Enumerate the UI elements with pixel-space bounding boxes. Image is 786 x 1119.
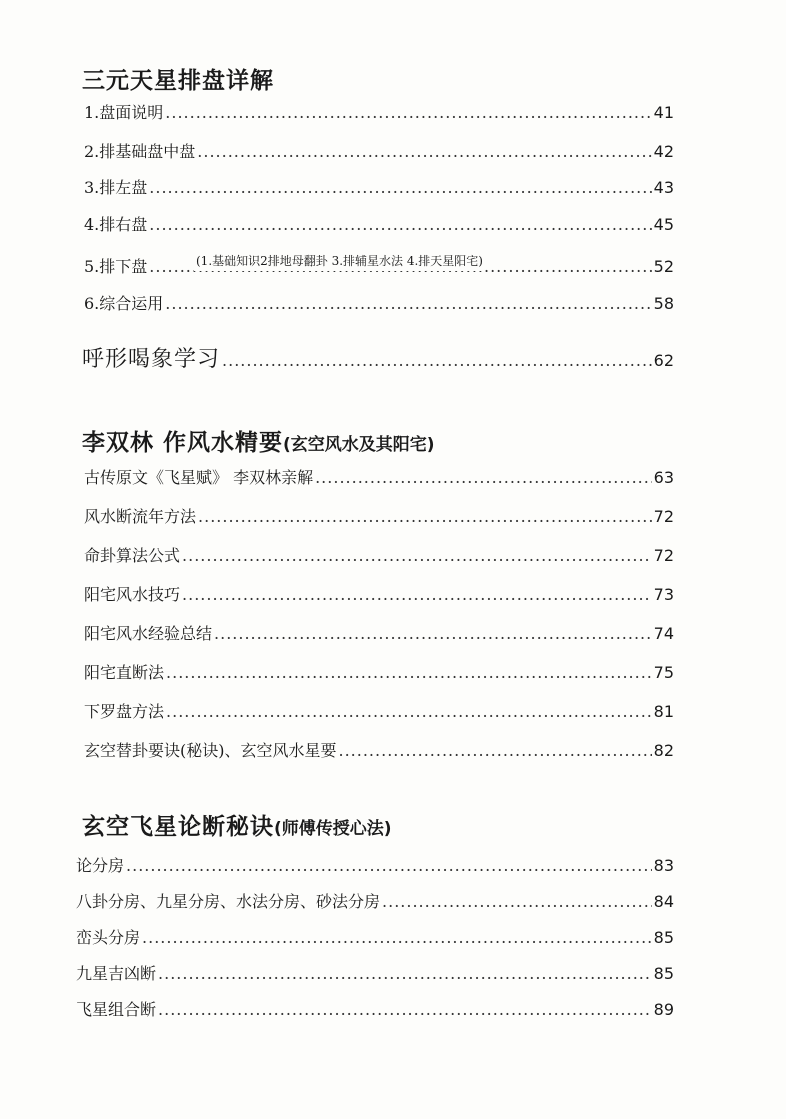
toc-entry[interactable] <box>84 702 674 722</box>
toc-entry-label: 九星吉凶断 <box>76 964 157 983</box>
dot-leader <box>166 663 652 683</box>
toc-entry-label: 6.综合运用 <box>84 294 164 313</box>
toc-page-number: 85 <box>653 964 674 983</box>
toc-entry[interactable] <box>84 103 674 123</box>
toc-entry[interactable] <box>76 892 674 912</box>
toc-page-number: 72 <box>653 507 674 526</box>
toc-page-number: 63 <box>653 468 674 487</box>
section-subheading: (师傅传授心法) <box>274 819 392 839</box>
toc-entry-label: 阳宅风水技巧 <box>84 585 181 604</box>
dot-leader <box>166 702 652 722</box>
toc-entry[interactable] <box>76 928 674 948</box>
dot-leader <box>165 294 651 314</box>
dot-leader <box>165 103 651 123</box>
toc-page-number: 72 <box>653 546 674 565</box>
dot-leader <box>182 585 652 605</box>
toc-entry[interactable] <box>84 585 674 605</box>
toc-page-number: 52 <box>653 257 674 276</box>
section-heading <box>82 62 274 95</box>
toc-page-number: 75 <box>653 663 674 682</box>
toc-entry[interactable] <box>84 142 674 162</box>
toc-entry-label: 古传原文《飞星赋》 李双林亲解 <box>84 468 314 487</box>
toc-page-number: 42 <box>653 142 674 161</box>
dot-leader <box>339 741 652 761</box>
toc-page-number: 62 <box>653 351 674 370</box>
dot-leader <box>149 215 651 235</box>
dot-leader <box>222 351 652 371</box>
section-heading <box>82 808 392 841</box>
dot-leader <box>197 142 651 162</box>
toc-page-number: 73 <box>653 585 674 604</box>
toc-entry-label: 阳宅风水经验总结 <box>84 624 213 643</box>
toc-page-number: 84 <box>653 892 674 911</box>
section-heading-text: 李双林 作风水精要 <box>82 430 284 456</box>
dot-leader <box>214 624 652 644</box>
toc-page-number: 89 <box>653 1000 674 1019</box>
toc-page-number: 82 <box>653 741 674 760</box>
toc-entry[interactable] <box>84 178 674 198</box>
toc-page-number: 81 <box>653 702 674 721</box>
toc-entry[interactable] <box>84 215 674 235</box>
toc-entry[interactable] <box>84 294 674 314</box>
toc-entry-label: 命卦算法公式 <box>84 546 181 565</box>
section-subheading: (玄空风水及其阳宅) <box>283 435 435 455</box>
toc-entry-label: 5.排下盘 <box>84 257 148 276</box>
toc-entry-label: 八卦分房、九星分房、水法分房、砂法分房 <box>76 892 381 911</box>
toc-entry-label: 1.盘面说明 <box>84 103 164 122</box>
toc-page-number: 41 <box>653 103 674 122</box>
dot-leader <box>126 856 652 876</box>
toc-entry-label: 4.排右盘 <box>84 215 148 234</box>
toc-entry[interactable] <box>84 663 674 683</box>
toc-entry-label: 风水断流年方法 <box>84 507 197 526</box>
section-heading-text: 三元天星排盘详解 <box>82 68 274 94</box>
toc-entry[interactable] <box>76 964 674 984</box>
toc-entry-label: 飞星组合断 <box>76 1000 157 1019</box>
toc-entry-note: (1.基础知识2排地母翻卦 3.排辅星水法 4.排天星阳宅) <box>194 251 485 271</box>
toc-entry-label: 下罗盘方法 <box>84 702 165 721</box>
toc-entry[interactable] <box>84 624 674 644</box>
toc-entry[interactable] <box>84 741 674 761</box>
toc-entry-label: 阳宅直断法 <box>84 663 165 682</box>
toc-entry-label: 论分房 <box>76 856 125 875</box>
toc-entry[interactable] <box>84 546 674 566</box>
toc-page-number: 74 <box>653 624 674 643</box>
toc-entry-label: 玄空替卦要诀(秘诀)、玄空风水星要 <box>84 741 337 760</box>
dot-leader <box>149 178 651 198</box>
toc-entry[interactable] <box>82 347 674 372</box>
toc-entry[interactable] <box>84 507 674 527</box>
toc-page-number: 83 <box>653 856 674 875</box>
toc-entry[interactable] <box>76 1000 674 1020</box>
dot-leader <box>382 892 652 912</box>
toc-entry[interactable] <box>84 254 674 277</box>
toc-entry-label: 峦头分房 <box>76 928 141 947</box>
dot-leader <box>142 928 652 948</box>
toc-entry[interactable] <box>84 468 674 488</box>
section-heading-text: 玄空飞星论断秘诀 <box>82 814 274 840</box>
toc-page-number: 85 <box>653 928 674 947</box>
toc-page-number: 43 <box>653 178 674 197</box>
dot-leader <box>315 468 652 488</box>
toc-entry-label: 呼形喝象学习 <box>82 347 221 372</box>
dot-leader <box>158 1000 652 1020</box>
dot-leader <box>198 507 652 527</box>
dot-leader <box>182 546 652 566</box>
toc-entry-label: 3.排左盘 <box>84 178 148 197</box>
toc-page-number: 45 <box>653 215 674 234</box>
toc-entry[interactable] <box>76 856 674 876</box>
dot-leader <box>158 964 652 984</box>
toc-entry-label: 2.排基础盘中盘 <box>84 142 196 161</box>
toc-page-number: 58 <box>653 294 674 313</box>
section-heading <box>82 424 435 457</box>
